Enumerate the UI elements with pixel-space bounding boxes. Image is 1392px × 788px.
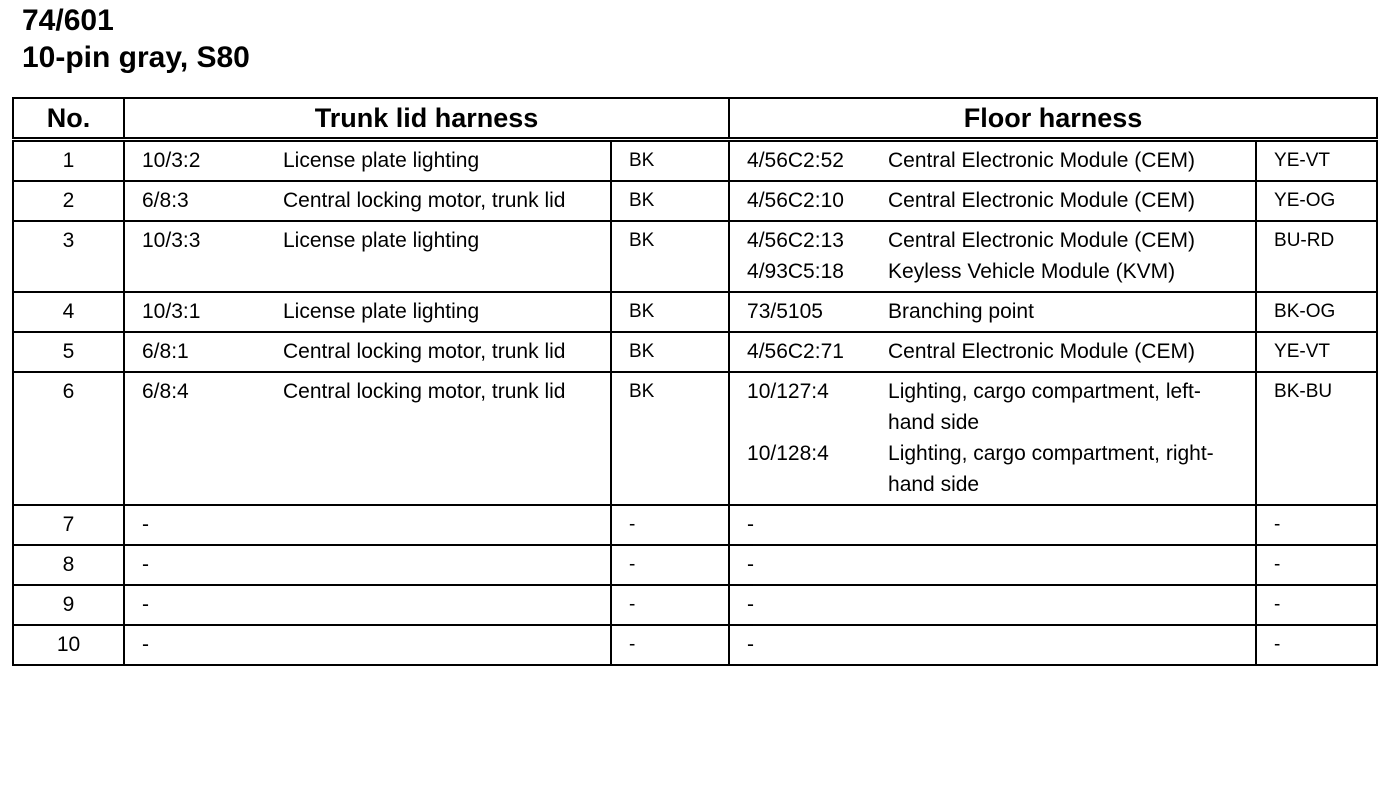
table-row — [13, 372, 1377, 505]
floor-ref-cell: - — [729, 585, 871, 625]
table-row — [13, 625, 1377, 665]
floor-description: Central Electronic Module (CEM) — [888, 189, 1195, 212]
trunk-ref: 10/3:3 — [124, 221, 266, 292]
floor-wire-color: - — [1256, 625, 1377, 665]
header-no: No. — [13, 98, 124, 140]
trunk-ref: - — [124, 505, 266, 545]
connector-id: 74/601 — [22, 4, 114, 37]
trunk-wire-color: BK — [611, 140, 729, 182]
floor-wire-color: BK-OG — [1256, 292, 1377, 332]
floor-ref: 4/56C2:71 — [747, 340, 844, 363]
floor-ref: 73/5105 — [747, 300, 823, 323]
floor-wire-color: YE-VT — [1256, 332, 1377, 372]
floor-wire-color: BK-BU — [1256, 372, 1377, 505]
header-trunk-lid-harness: Trunk lid harness — [124, 98, 729, 140]
trunk-description: Central locking motor, trunk lid — [266, 181, 611, 221]
trunk-description: Central locking motor, trunk lid — [266, 372, 611, 505]
trunk-wire-color: - — [611, 585, 729, 625]
floor-ref: 10/128:4 — [747, 442, 829, 465]
floor-wire-color: - — [1256, 545, 1377, 585]
trunk-ref: 6/8:3 — [124, 181, 266, 221]
table-row — [13, 505, 1377, 545]
floor-ref-cell — [729, 221, 871, 292]
floor-description: Branching point — [888, 300, 1034, 323]
floor-description: Lighting, cargo compartment, left-hand side — [888, 380, 1201, 434]
trunk-wire-color: BK — [611, 181, 729, 221]
floor-description-cell — [871, 292, 1256, 332]
trunk-description: License plate lighting — [266, 221, 611, 292]
pin-number: 5 — [13, 332, 124, 372]
trunk-description — [266, 505, 611, 545]
pin-number: 9 — [13, 585, 124, 625]
floor-description: Central Electronic Module (CEM) — [888, 340, 1195, 363]
table-row — [13, 181, 1377, 221]
trunk-description — [266, 625, 611, 665]
connector-title — [22, 2, 250, 76]
trunk-wire-color: BK — [611, 221, 729, 292]
floor-description: Lighting, cargo compartment, right-hand side — [888, 442, 1214, 496]
floor-wire-color: YE-VT — [1256, 140, 1377, 182]
trunk-ref: 6/8:1 — [124, 332, 266, 372]
floor-ref-cell — [729, 292, 871, 332]
pin-number: 6 — [13, 372, 124, 505]
pin-number: 1 — [13, 140, 124, 182]
pin-number: 2 — [13, 181, 124, 221]
floor-description: Central Electronic Module (CEM) — [888, 229, 1195, 252]
floor-description-cell — [871, 585, 1256, 625]
table-body — [13, 140, 1377, 666]
trunk-description: License plate lighting — [266, 292, 611, 332]
floor-description-cell — [871, 545, 1256, 585]
trunk-description — [266, 545, 611, 585]
trunk-wire-color: BK — [611, 372, 729, 505]
floor-description-cell — [871, 372, 1256, 505]
floor-wire-color: - — [1256, 505, 1377, 545]
floor-description-cell — [871, 181, 1256, 221]
trunk-ref: - — [124, 585, 266, 625]
floor-wire-color: YE-OG — [1256, 181, 1377, 221]
table-header-row — [13, 98, 1377, 140]
pin-number: 7 — [13, 505, 124, 545]
floor-description-cell — [871, 332, 1256, 372]
table-row — [13, 140, 1377, 182]
trunk-ref: - — [124, 625, 266, 665]
header-floor-harness: Floor harness — [729, 98, 1377, 140]
trunk-wire-color: BK — [611, 332, 729, 372]
floor-description: Keyless Vehicle Module (KVM) — [888, 260, 1176, 283]
floor-ref: 4/56C2:10 — [747, 189, 844, 212]
connector-description: 10-pin gray, S80 — [22, 41, 250, 74]
floor-description-cell — [871, 625, 1256, 665]
pin-number: 4 — [13, 292, 124, 332]
floor-description: Central Electronic Module (CEM) — [888, 149, 1195, 172]
trunk-wire-color: - — [611, 505, 729, 545]
pinout-table — [12, 97, 1378, 666]
floor-description-cell — [871, 221, 1256, 292]
floor-ref: 10/127:4 — [747, 380, 829, 403]
floor-ref-cell — [729, 181, 871, 221]
trunk-ref: 10/3:2 — [124, 140, 266, 182]
floor-ref-cell — [729, 332, 871, 372]
trunk-description: License plate lighting — [266, 140, 611, 182]
pin-number: 10 — [13, 625, 124, 665]
trunk-wire-color: - — [611, 545, 729, 585]
pin-number: 8 — [13, 545, 124, 585]
trunk-description: Central locking motor, trunk lid — [266, 332, 611, 372]
trunk-wire-color: - — [611, 625, 729, 665]
table-row — [13, 585, 1377, 625]
floor-wire-color: BU-RD — [1256, 221, 1377, 292]
floor-ref-cell: - — [729, 625, 871, 665]
floor-ref: 4/56C2:13 — [747, 229, 844, 252]
table-row — [13, 545, 1377, 585]
floor-ref-cell: - — [729, 545, 871, 585]
trunk-ref: 6/8:4 — [124, 372, 266, 505]
trunk-wire-color: BK — [611, 292, 729, 332]
floor-ref: 4/93C5:18 — [747, 260, 844, 283]
table-row — [13, 292, 1377, 332]
floor-description-cell — [871, 505, 1256, 545]
table-row — [13, 221, 1377, 292]
floor-description-cell — [871, 140, 1256, 182]
floor-ref-cell — [729, 372, 871, 505]
floor-ref: 4/56C2:52 — [747, 149, 844, 172]
trunk-ref: 10/3:1 — [124, 292, 266, 332]
floor-ref-cell: - — [729, 505, 871, 545]
trunk-ref: - — [124, 545, 266, 585]
trunk-description — [266, 585, 611, 625]
pin-number: 3 — [13, 221, 124, 292]
floor-wire-color: - — [1256, 585, 1377, 625]
table-row — [13, 332, 1377, 372]
floor-ref-cell — [729, 140, 871, 182]
